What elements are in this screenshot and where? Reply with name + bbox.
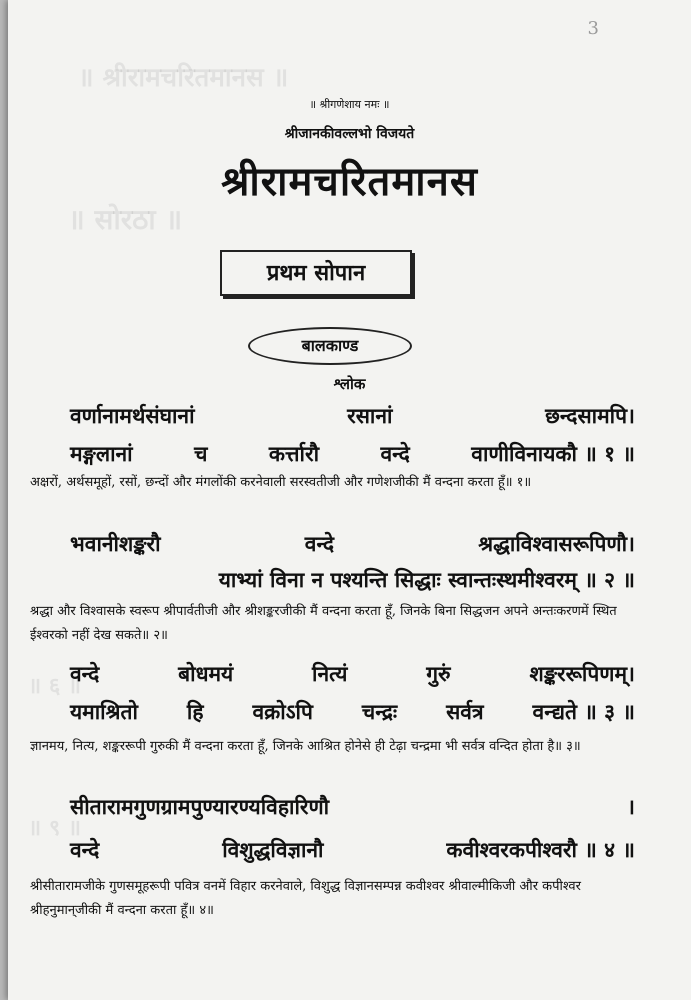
verse-word: कर्त्तारौ xyxy=(268,441,320,466)
verse-word: यमाश्रितो xyxy=(70,699,138,724)
verse-word: रसानां xyxy=(347,403,393,428)
verse-word: श्रद्धाविश्वासरूपिणौ। xyxy=(478,531,635,556)
verse-word: छन्दसामपि। xyxy=(545,403,635,428)
verse-3-translation: ज्ञानमय, नित्य, शङ्कररूपी गुरुकी मैं वन्दना करता हूँ, जिनके आश्रित होनेसे ही टेढ़ा चन्द्रमा भी सर्वत्र वन्दित होता है॥ ३॥ xyxy=(30,739,581,754)
verse-word: मङ्गलानां xyxy=(70,441,133,466)
section-title-box: प्रथम सोपान xyxy=(220,250,412,296)
verse-word: भवानीशङ्करौ xyxy=(70,531,161,556)
verse-word: हि xyxy=(186,699,204,724)
verse-word: शङ्कररूपिणम्। xyxy=(529,661,635,686)
verse-word: कवीश्वरकपीश्वरौ ॥ ४ ॥ xyxy=(446,837,635,862)
bleed-through-text: ॥ ६ ॥ xyxy=(28,673,82,699)
verse-word: चन्द्रः xyxy=(361,699,398,724)
verse-1-translation: अक्षरों, अर्थसमूहों, रसों, छन्दों और मंगलोंकी करनेवाली सरस्वतीजी और गणेशजीकी मैं वन्दना करता हूँ॥ १॥ xyxy=(30,475,532,490)
subheading: श्रीजानकीवल्लभो विजयते xyxy=(284,126,415,142)
invocation: ॥ श्रीगणेशाय नमः ॥ xyxy=(309,98,390,111)
bleed-through-text: ॥ श्रीरामचरितमानस ॥ xyxy=(78,63,289,93)
verse-word: नित्यं xyxy=(312,661,348,686)
verse-word: वन्दे xyxy=(380,441,410,466)
shloka-label: श्लोक xyxy=(333,375,366,393)
verse-4-line-2 xyxy=(70,836,635,864)
verse-2-line-2 xyxy=(70,566,635,594)
verse-word: वाणीविनायकौ ॥ १ ॥ xyxy=(471,441,635,466)
verse-3-line-2 xyxy=(70,698,635,726)
verse-word: वक्रोऽपि xyxy=(252,699,313,724)
verse-word: सर्वत्र xyxy=(446,699,484,724)
book-page xyxy=(8,0,691,1000)
verse-4-line-1 xyxy=(70,793,635,821)
verse-word: वन्दे xyxy=(70,837,100,862)
verse-word: च xyxy=(194,441,208,466)
bleed-through-text: ॥ ९ ॥ xyxy=(28,815,82,841)
verse-word: । xyxy=(627,794,635,819)
verse-4-translation: श्रीसीतारामजीके गुणसमूहरूपी पवित्र वनमें विहार करनेवाले, विशुद्ध विज्ञानसम्पन्न कवीश्वर श्रीवाल्मीकिजी और कपीश्वर श्रीहनुमान्‌जीकी मैं वन्दना करता हूँ॥ ४॥ xyxy=(30,879,581,918)
verse-word: वन्द्यते ॥ ३ ॥ xyxy=(532,699,635,724)
page-title: श्रीरामचरितमानस xyxy=(221,158,478,205)
verse-word: वर्णानामर्थसंघानां xyxy=(70,403,195,428)
verse-word: सीतारामगुणग्रामपुण्यारण्यविहारिणौ xyxy=(70,794,330,819)
verse-word: वन्दे xyxy=(70,661,100,686)
verse-word: याभ्यां विना न पश्यन्ति सिद्धाः स्वान्तःस्थमीश्वरम् ॥ २ ॥ xyxy=(218,567,635,592)
kanda-title-oval: बालकाण्ड xyxy=(248,327,412,365)
bleed-through-text: ॥ सोरठा ॥ xyxy=(68,203,183,236)
verse-word: वन्दे xyxy=(304,531,335,556)
verse-3-line-1 xyxy=(70,660,635,688)
page-number: 3 xyxy=(587,18,599,39)
verse-2-translation: श्रद्धा और विश्वासके स्वरूप श्रीपार्वतीजी और श्रीशङ्करजीकी मैं वन्दना करता हूँ, जिनके बिना सिद्धजन अपने अन्तःकरणमें स्थित ईश्वरको नहीं देख सकते॥ २॥ xyxy=(30,604,617,643)
verse-1-line-2 xyxy=(70,440,635,468)
verse-2-line-1 xyxy=(70,530,635,558)
verse-word: बोधमयं xyxy=(178,661,234,686)
verse-word: विशुद्धविज्ञानौ xyxy=(222,837,324,862)
verse-word: गुरुं xyxy=(426,661,451,686)
verse-1-line-1 xyxy=(70,402,635,430)
